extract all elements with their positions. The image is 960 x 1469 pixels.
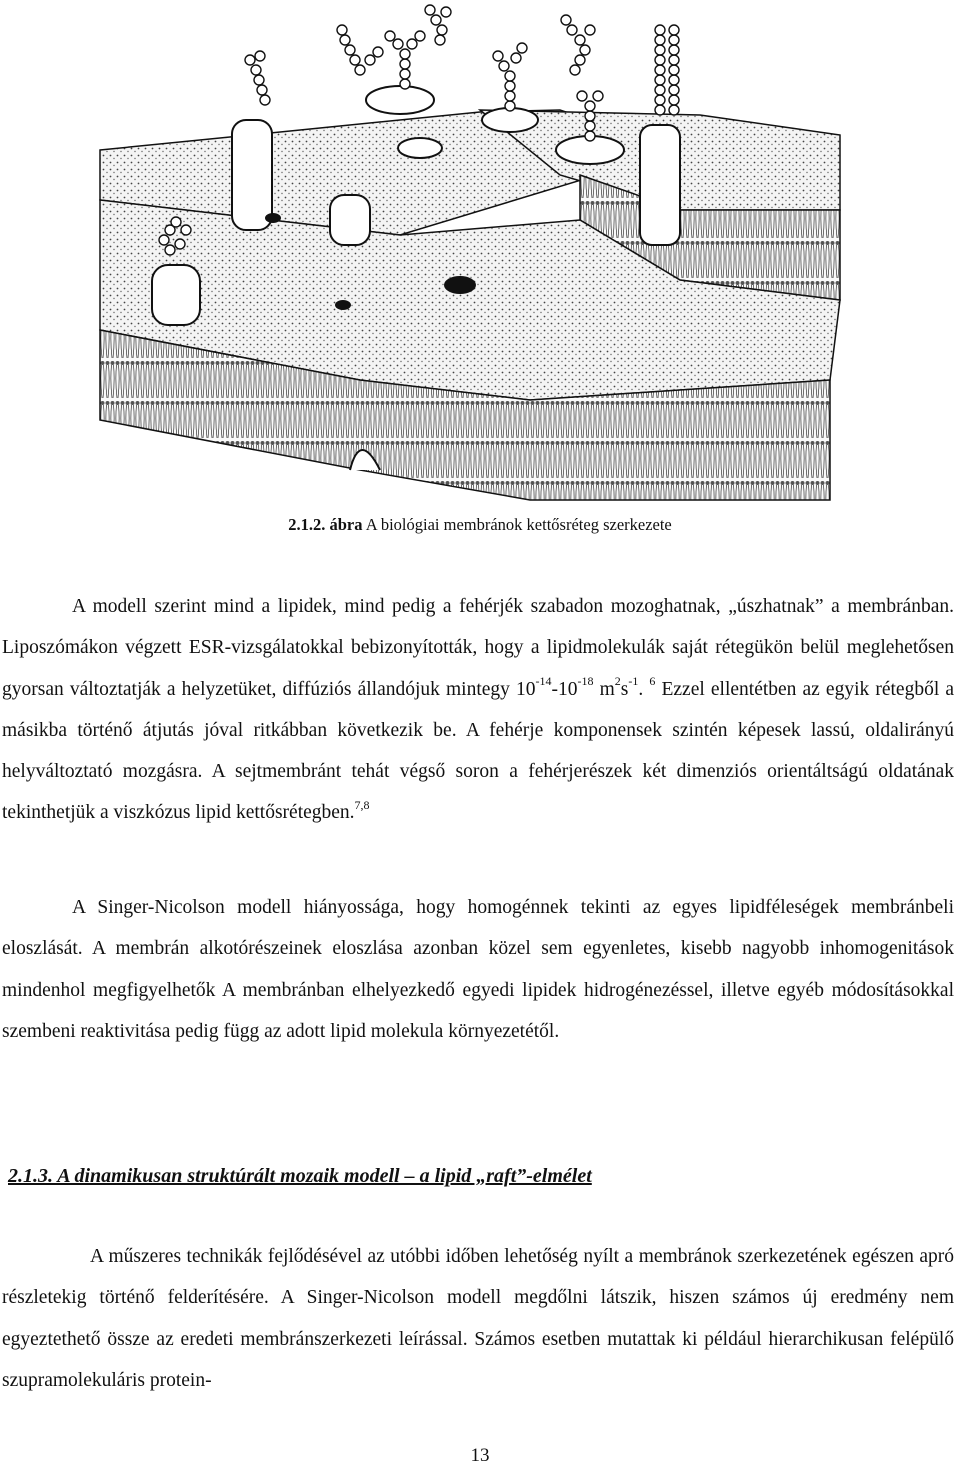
- text-segment: .: [638, 678, 650, 700]
- exponent: -14: [535, 674, 552, 689]
- paragraph-raft-theory: [2, 1236, 954, 1401]
- exponent: -1: [628, 674, 639, 689]
- text-segment: A Singer-Nicolson modell hiányossága, hogy homogénnek tekinti az egyes lipidféleségek membránbeli eloszlását. A membrán alkotórészeinek eloszlása azonban közel sem egyenletes, kisebb nagyobb inhomogenitások mindenhol megfigyelhetők A membránban elhelyezkedő egyedi lipidek hidrogénezéssel, illetve egyéb módosításokkal szembeni reaktivitása pedig függ az adott lipid molekula környezetétől.: [2, 897, 954, 1042]
- text-segment: A műszeres technikák fejlődésével az utóbbi időben lehetőség nyílt a membránok szerkezetének egészen apró részletekig történő felderítésére. A Singer-Nicolson modell megdőlni látszik, hiszen számos új eredmény nem egyeztethető össze az eredeti membránszerkezeti leírással. Számos esetben mutattak ki például hierarchikusan felépülő szupramolekuláris protein-: [2, 1246, 954, 1391]
- exponent: -18: [577, 674, 594, 689]
- figure-caption-text: A biológiai membránok kettősréteg szerkezete: [365, 515, 672, 534]
- reference-superscript: 6: [649, 674, 656, 689]
- figure-caption: [0, 515, 960, 535]
- figure-caption-label: ábra: [329, 515, 363, 534]
- section-heading: 2.1.3. A dinamikusan struktúrált mozaik modell – a lipid „raft”-elmélet: [8, 1165, 592, 1187]
- paragraph-singer-nicolson-shortcoming: [2, 887, 954, 1052]
- text-segment: Ezzel ellentétben az egyik rétegből a másikba történő átjutás jóval ritkábban következik be. A fehérje komponensek szintén képesek lassú, oldalirányú helyváltoztató mozgásra. A sejtmembránt tehát végső soron a fehérjerészek két dimenziós orientáltságú oldatának tekinthetjük a viszkózus lipid kettősrétegben.: [2, 678, 955, 824]
- paragraph-lipid-mobility: [2, 586, 954, 834]
- page-number: 13: [470, 1445, 490, 1466]
- text-segment: A modell szerint mind a lipidek, mind pedig a fehérjék szabadon mozoghatnak, „úszhatnak” a membránban. Liposzómákon végzett ESR-vizsgálatokkal bebizonyították, hogy a lipidmolekulák saját rétegükön belül meglehetősen gyorsan változtatják a helyzetüket, diffúziós állandójuk mintegy 10: [2, 596, 954, 700]
- exponent: 2: [614, 674, 621, 689]
- text-segment: m: [593, 678, 615, 700]
- figure-caption-number: 2.1.2.: [288, 515, 326, 534]
- text-segment: s: [620, 678, 629, 700]
- text-segment: -10: [551, 678, 578, 700]
- reference-superscript: 7,8: [354, 797, 370, 812]
- membrane-bilayer-illustration: [60, 0, 900, 505]
